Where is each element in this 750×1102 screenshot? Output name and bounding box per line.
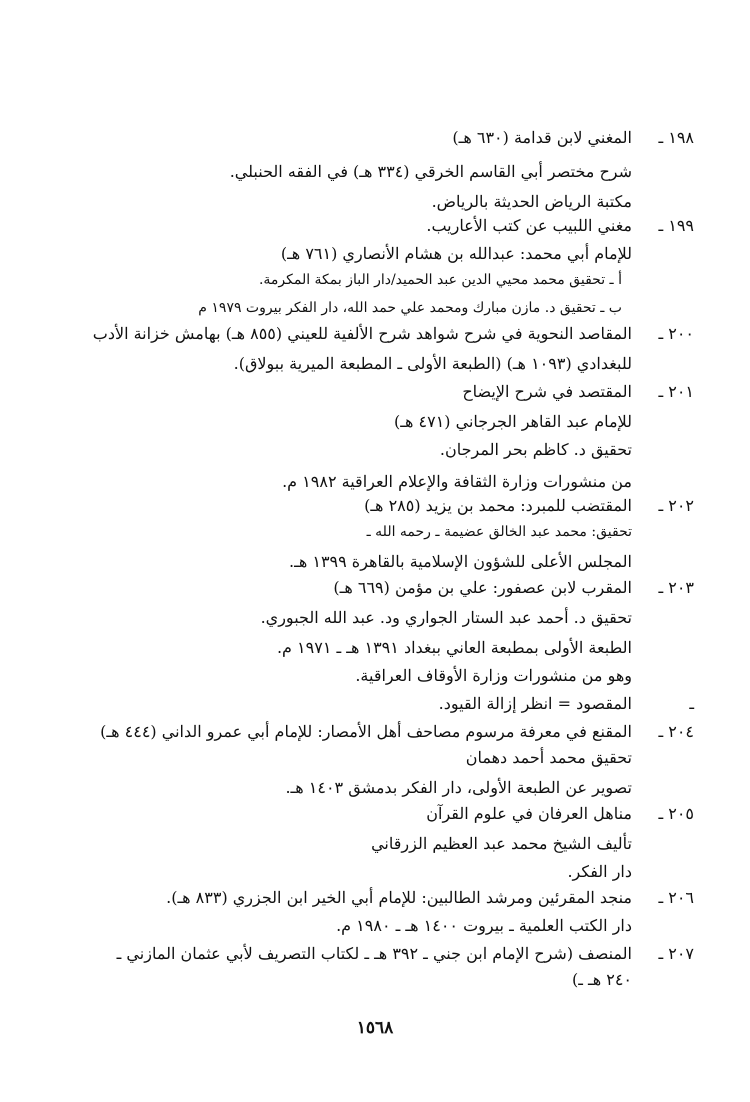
entry-number: ٢٠٠ ـ (658, 324, 694, 343)
cross-reference-line (60, 690, 750, 718)
entry-title: المقرب لابن عصفور: علي بن مؤمن (٦٦٩ هـ) (333, 578, 632, 597)
entry-203-line-4 (60, 662, 750, 690)
page-number: ١٥٦٨ (356, 1018, 394, 1038)
entry-205-line-2 (60, 830, 750, 858)
entry-number: ١٩٨ ـ (658, 128, 694, 147)
entry-200-line-1 (60, 320, 750, 348)
entry-title: المقتضب للمبرد: محمد بن يزيد (٢٨٥ هـ) (364, 496, 632, 515)
entry-title: منجد المقرئين ومرشد الطالبين: للإمام أبي الخير ابن الجزري (٨٣٣ هـ). (166, 888, 632, 907)
entry-203-line-1 (60, 574, 750, 602)
entry-201-line-2 (60, 408, 750, 436)
entry-number: ٢٠٦ ـ (658, 888, 694, 907)
entry-title: المنصف (شرح الإمام ابن جني ـ ٣٩٢ هـ ـ لكتاب التصريف لأبي عثمان المازني ـ (116, 944, 632, 963)
entry-205-line-3 (60, 858, 750, 886)
entry-title: المقنع في معرفة مرسوم مصاحف أهل الأمصار: للإمام أبي عمرو الداني (٤٤٤ هـ) (100, 722, 632, 741)
entry-202-line-2 (60, 518, 750, 546)
entry-detail: تحقيق د. أحمد عبد الستار الجواري ود. عبد الله الجبوري. (260, 608, 632, 627)
entry-detail: تأليف الشيخ محمد عبد العظيم الزرقاني (371, 834, 632, 853)
entry-publisher: المجلس الأعلى للشؤون الإسلامية بالقاهرة ١٣٩٩ هـ. (289, 552, 632, 571)
entry-publisher: دار الفكر. (567, 862, 632, 881)
entry-number: ٢٠١ ـ (658, 382, 694, 401)
entry-publisher: مكتبة الرياض الحديثة بالرياض. (431, 192, 632, 211)
entry-206-line-1 (60, 884, 750, 912)
entry-title: مناهل العرفان في علوم القرآن (426, 804, 632, 823)
entry-detail: للبغدادي (١٠٩٣ هـ) (الطبعة الأولى ـ المطبعة الميرية ببولاق). (233, 354, 632, 373)
entry-detail: أ ـ تحقيق محمد محيي الدين عبد الحميد/دار الباز بمكة المكرمة. (258, 272, 622, 288)
entry-204-line-3 (60, 774, 750, 802)
entry-204-line-1 (60, 718, 750, 746)
entry-204-line-2 (60, 744, 750, 772)
entry-detail: تحقيق: محمد عبد الخالق عضيمة ـ رحمه الله ـ (366, 524, 632, 540)
entry-206-line-2 (60, 912, 750, 940)
entry-publisher: دار الكتب العلمية ـ بيروت ١٤٠٠ هـ ـ ١٩٨٠ م. (336, 916, 632, 935)
entry-number: ٢٠٧ ـ (658, 944, 694, 963)
entry-202-line-3 (60, 548, 750, 576)
entry-199-line-4 (60, 294, 750, 322)
entry-205-line-1 (60, 800, 750, 828)
entry-number: ٢٠٢ ـ (658, 496, 694, 515)
entry-detail: الطبعة الأولى بمطبعة العاني ببغداد ١٣٩١ هـ ـ ١٩٧١ م. (276, 638, 632, 657)
entry-detail: ب ـ تحقيق د. مازن مبارك ومحمد علي حمد الله، دار الفكر بيروت ١٩٧٩ م (198, 300, 622, 316)
entry-title: المقتصد في شرح الإيضاح (462, 382, 632, 401)
entry-number: ٢٠٥ ـ (658, 804, 694, 823)
entry-207-line-1 (60, 940, 750, 968)
entry-203-line-2 (60, 604, 750, 632)
entry-200-line-2 (60, 350, 750, 378)
entry-detail: تحقيق د. كاظم بحر المرجان. (439, 440, 632, 459)
entry-202-line-1 (60, 492, 750, 520)
entry-203-line-3 (60, 634, 750, 662)
entry-detail: شرح مختصر أبي القاسم الخرقي (٣٣٤ هـ) في الفقه الحنبلي. (229, 162, 632, 181)
entry-number: ـ (689, 694, 694, 713)
entry-publisher: من منشورات وزارة الثقافة والإعلام العراقية ١٩٨٢ م. (282, 472, 632, 491)
entry-publisher: وهو من منشورات وزارة الأوقاف العراقية. (355, 666, 632, 685)
entry-detail: للإمام أبي محمد: عبدالله بن هشام الأنصاري (٧٦١ هـ) (280, 244, 632, 263)
entry-title: المقصود = انظر إزالة القيود. (438, 694, 632, 713)
entry-201-line-3 (60, 436, 750, 464)
entry-199-line-3 (60, 266, 750, 294)
entry-201-line-1 (60, 378, 750, 406)
entry-207-line-2 (60, 966, 750, 994)
entry-198-line-2 (60, 158, 750, 186)
entry-title: المغني لابن قدامة (٦٣٠ هـ) (452, 128, 632, 147)
entry-199-line-2 (60, 240, 750, 268)
entry-detail: ٢٤٠ هـ ـ) (571, 970, 632, 989)
entry-detail: تحقيق محمد أحمد دهمان (465, 748, 632, 767)
entry-199-line-1 (60, 212, 750, 240)
entry-number: ٢٠٤ ـ (658, 722, 694, 741)
entry-198-line-1 (60, 124, 750, 152)
entry-title: المقاصد النحوية في شرح شواهد شرح الألفية للعيني (٨٥٥ هـ) بهامش خزانة الأدب (92, 324, 632, 343)
entry-number: ٢٠٣ ـ (658, 578, 694, 597)
entry-detail: للإمام عبد القاهر الجرجاني (٤٧١ هـ) (394, 412, 632, 431)
entry-title: مغني اللبيب عن كتب الأعاريب. (426, 216, 632, 235)
entry-publisher: تصوير عن الطبعة الأولى، دار الفكر بدمشق ١٤٠٣ هـ. (285, 778, 632, 797)
entry-number: ١٩٩ ـ (658, 216, 694, 235)
